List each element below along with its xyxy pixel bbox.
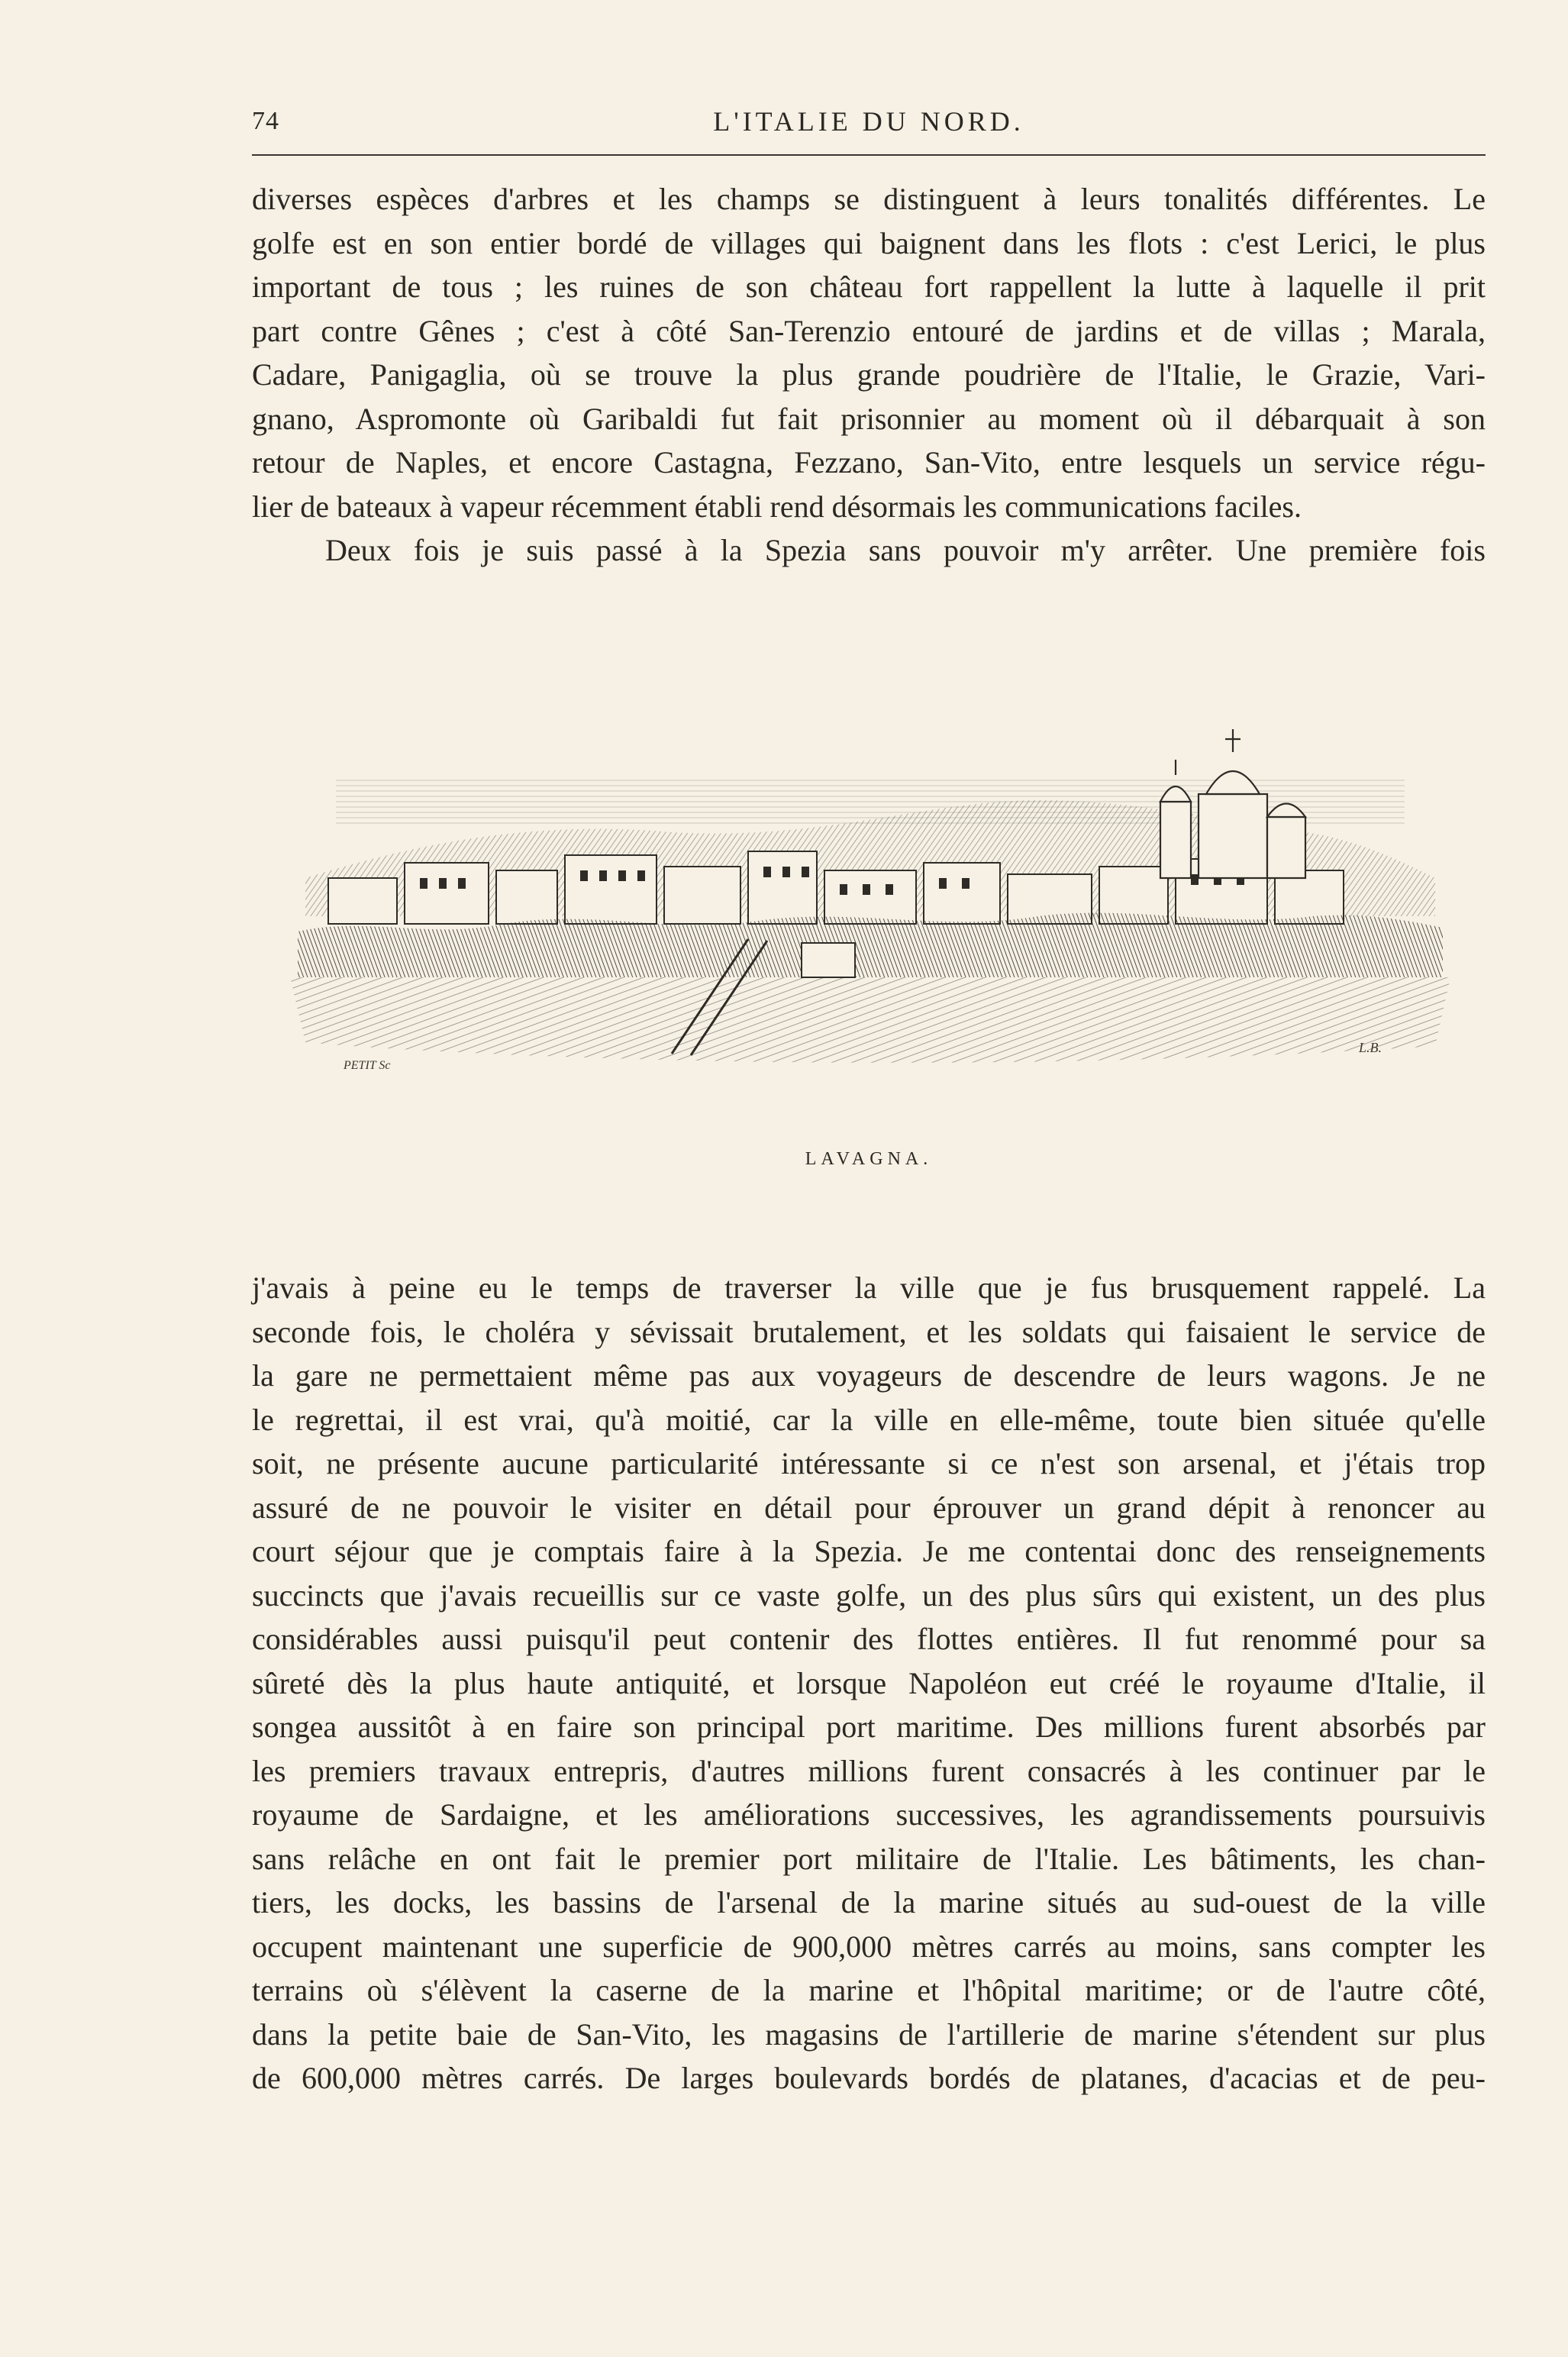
paragraph-1 [252,177,1486,573]
text-line: sûreté dès la plus haute antiquité, et lorsque Napoléon eut créé le royaume d'Italie, il [252,1665,1486,1700]
text-line: Deux fois je suis passé à la Spezia sans pouvoir m'y arrêter. Une première fois [325,533,1486,567]
running-title: L'ITALIE DU NORD. [713,106,1024,137]
text-line: occupent maintenant une superficie de 900,000 mètres carrés au moins, sans compter les [252,1929,1486,1964]
text-line: retour de Naples, et encore Castagna, Fezzano, San-Vito, entre lesquels un service régu- [252,445,1486,479]
text-line: j'avais à peine eu le temps de traverser la ville que je fus brusquement rappelé. La [252,1271,1486,1305]
text-line: succincts que j'avais recueillis sur ce vaste golfe, un des plus sûrs qui existent, un des plus [252,1577,1486,1613]
page-number: 74 [252,107,279,135]
text-line: seconde fois, le choléra y sévissait brutalement, et les soldats qui faisaient le service de [252,1314,1486,1349]
text-line: royaume de Sardaigne, et les améliorations successives, les agrandissements poursuivis [252,1797,1486,1832]
text-line: considérables aussi puisqu'il peut contenir des flottes entières. Il fut renommé pour sa [252,1622,1486,1656]
text-line: soit, ne présente aucune particularité intéressante si ce n'est son arsenal, et j'étais trop [252,1446,1486,1480]
artist-signature: L.B. [1359,1040,1382,1055]
text-line: Cadare, Panigaglia, où se trouve la plus grande poudrière de l'Italie, le Grazie, Vari- [252,357,1486,392]
text-line: golfe est en son entier bordé de villages qui baignent dans les flots : c'est Lerici, le plus [252,225,1486,260]
text-line: gnano, Aspromonte où Garibaldi fut fait prisonnier au moment où il débarquait à son [252,401,1486,436]
header-rule [252,154,1486,156]
page-header [252,98,1486,144]
lavagna-engraving [275,687,1473,1099]
figure-caption: LAVAGNA. [805,1149,933,1169]
text-line: sans relâche en ont fait le premier port militaire de l'Italie. Les bâtiments, les chan- [252,1841,1486,1876]
text-line: tiers, les docks, les bassins de l'arsenal de la marine situés au sud-ouest de la ville [252,1885,1486,1920]
text-line: dans la petite baie de San-Vito, les magasins de l'artillerie de marine s'étendent sur plus [252,2016,1486,2052]
text-line: le regrettai, il est vrai, qu'à moitié, car la ville en elle-même, toute bien située qu'elle [252,1402,1486,1437]
text-line: les premiers travaux entrepris, d'autres millions furent consacrés à les continuer par le [252,1753,1486,1788]
text-line: important de tous ; les ruines de son château fort rappellent la lutte à laquelle il prit [252,270,1486,304]
paragraph-2-continued [252,1266,1486,2100]
text-line: assuré de ne pouvoir le visiter en détail pour éprouver un grand dépit à renoncer au [252,1490,1486,1525]
text-line: terrains où s'élèvent la caserne de la marine et l'hôpital maritime; or de l'autre côté, [252,1973,1486,2007]
text-line: la gare ne permettaient même pas aux voyageurs de descendre de leurs wagons. Je ne [252,1358,1486,1393]
text-line: songea aussitôt à en faire son principal port maritime. Des millions furent absorbés par [252,1710,1486,1744]
text-line: de 600,000 mètres carrés. De larges boulevards bordés de platanes, d'acacias et de peu- [252,2061,1486,2095]
engraver-signature: PETIT Sc [344,1059,391,1072]
text-line: lier de bateaux à vapeur récemment établi rend désormais les communications faciles. [252,489,1302,524]
text-line: court séjour que je comptais faire à la Spezia. Je me contentai donc des renseignements [252,1534,1486,1568]
text-line: diverses espèces d'arbres et les champs se distinguent à leurs tonalités différentes. Le [252,182,1486,216]
text-line: part contre Gênes ; c'est à côté San-Terenzio entouré de jardins et de villas ; Marala, [252,313,1486,348]
